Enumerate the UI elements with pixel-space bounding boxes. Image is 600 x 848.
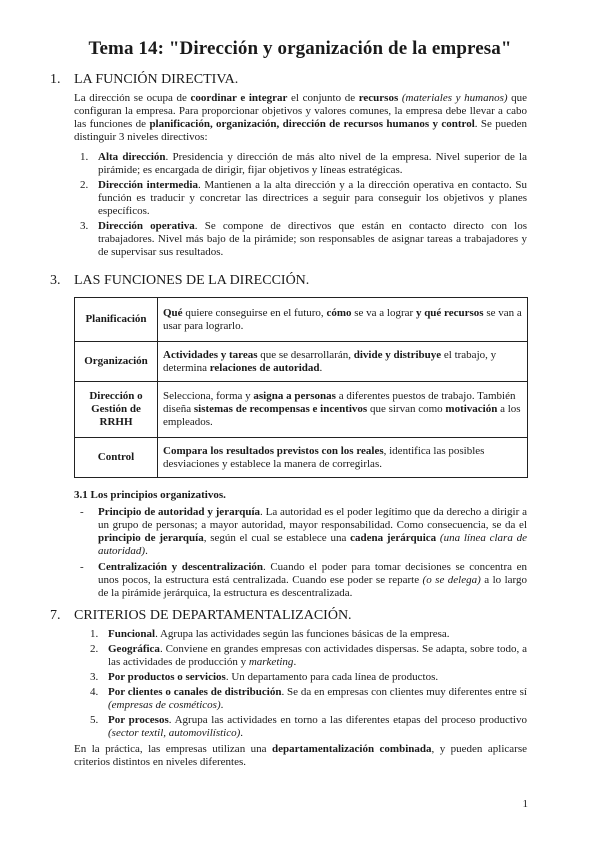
list-item: 1. Funcional. Agrupa las actividades según las funciones básicas de la empresa.	[90, 628, 450, 640]
list-item: - Principio de autoridad y jerarquía. La autoridad es el poder legítimo que da derecho a dirigir a un grupo de personas; a mayor autoridad, mayor responsabilidad. Como consecuencia, se da el principio de jerarquía, según el cual se establece una cadena jerárquica (una línea clara de autoridad).	[80, 506, 527, 557]
section-number: 7.	[50, 608, 61, 623]
dash-bullet: -	[80, 506, 84, 518]
list-item: 4. Por clientes o canales de distribución. Se da en empresas con clientes muy diferentes entre sí (empresas de cosméticos).	[90, 686, 527, 711]
principles-list	[74, 506, 527, 603]
section-heading-3	[50, 273, 309, 289]
table-key-cell: Dirección o Gestión de RRHH	[75, 382, 158, 438]
table-value-cell: Actividades y tareas que se desarrollarán, divide y distribuye el trabajo, y determina relaciones de autoridad.	[158, 342, 528, 382]
management-levels-list	[74, 151, 527, 261]
page-number: 1	[522, 798, 528, 810]
table-row	[75, 298, 528, 342]
list-item: 3. Por productos o servicios. Un departamento para cada línea de productos.	[90, 671, 439, 683]
section-title: LAS FUNCIONES DE LA DIRECCIÓN.	[74, 273, 310, 288]
table-row	[75, 438, 528, 478]
section-title: LA FUNCIÓN DIRECTIVA.	[74, 72, 239, 87]
table-value-cell: Selecciona, forma y asigna a personas a diferentes puestos de trabajo. También diseña sistemas de recompensas e incentivos que sirvan como motivación a los empleados.	[158, 382, 528, 438]
intro-paragraph: La dirección se ocupa de coordinar e integrar el conjunto de recursos (materiales y humanos) que configuran la empresa. Para proporcionar objetivos y valores comunes, la empresa debe llevar a cabo las funciones de planificación, organización, dirección de recursos humanos y control. Se pueden distinguir 3 niveles directivos:	[74, 92, 528, 143]
section-number: 3.	[50, 273, 61, 288]
table-key-cell: Organización	[75, 342, 158, 382]
table-value-cell: Compara los resultados previstos con los reales, identifica las posibles desviaciones y establece la manera de corregirlas.	[158, 438, 528, 478]
list-item: 3. Dirección operativa. Se compone de directivos que están en contacto directo con los trabajadores. Nivel más bajo de la pirámide; son responsables de asignar tareas a trabajadores y de supervisar sus resultados.	[80, 220, 528, 258]
section-heading-7	[50, 608, 352, 624]
functions-table	[74, 297, 528, 478]
table-key-cell: Planificación	[75, 298, 158, 342]
table-row	[75, 382, 528, 438]
dash-bullet: -	[80, 561, 84, 573]
table-row	[75, 342, 528, 382]
closing-paragraph: En la práctica, las empresas utilizan una departamentalización combinada, y pueden aplicarse criterios distintos en niveles diferentes.	[74, 743, 527, 768]
section-number: 1.	[50, 72, 61, 87]
list-item: 2. Geográfica. Conviene en grandes empresas con actividades dispersas. Se adapta, sobre todo, a las actividades de producción y marketing.	[90, 643, 527, 668]
departmentalization-list	[84, 628, 527, 742]
section-heading-1	[50, 72, 238, 88]
list-item: 1. Alta dirección. Presidencia y dirección de más alto nivel de la empresa. Nivel superior de la pirámide; es encargada de dirigir, fijar objetivos y líneas estratégicas.	[80, 151, 527, 176]
section-title: CRITERIOS DE DEPARTAMENTALIZACIÓN.	[74, 608, 352, 623]
table-value-cell: Qué quiere conseguirse en el futuro, cómo se va a lograr y qué recursos se van a usar para lograrlo.	[158, 298, 528, 342]
document-title: Tema 14: "Dirección y organización de la empresa"	[88, 38, 512, 59]
table-key-cell: Control	[75, 438, 158, 478]
subsection-heading: 3.1 Los principios organizativos.	[74, 489, 226, 501]
list-item: 2. Dirección intermedia. Mantienen a la alta dirección y a la dirección operativa en contacto. Su función es traducir y concretar las directrices a seguir para conseguir los objetivos y planes específicos.	[80, 179, 527, 217]
list-item: 5. Por procesos. Agrupa las actividades en torno a las diferentes etapas del proceso productivo (sector textil, automovilístico).	[90, 714, 527, 739]
list-item: - Centralización y descentralización. Cuando el poder para tomar decisiones se concentra en unos pocos, la estructura está centralizada. Cuando ese poder se reparte (o se delega) a lo largo de la pirámide jerárquica, la estructura es descentralizada.	[80, 561, 528, 599]
